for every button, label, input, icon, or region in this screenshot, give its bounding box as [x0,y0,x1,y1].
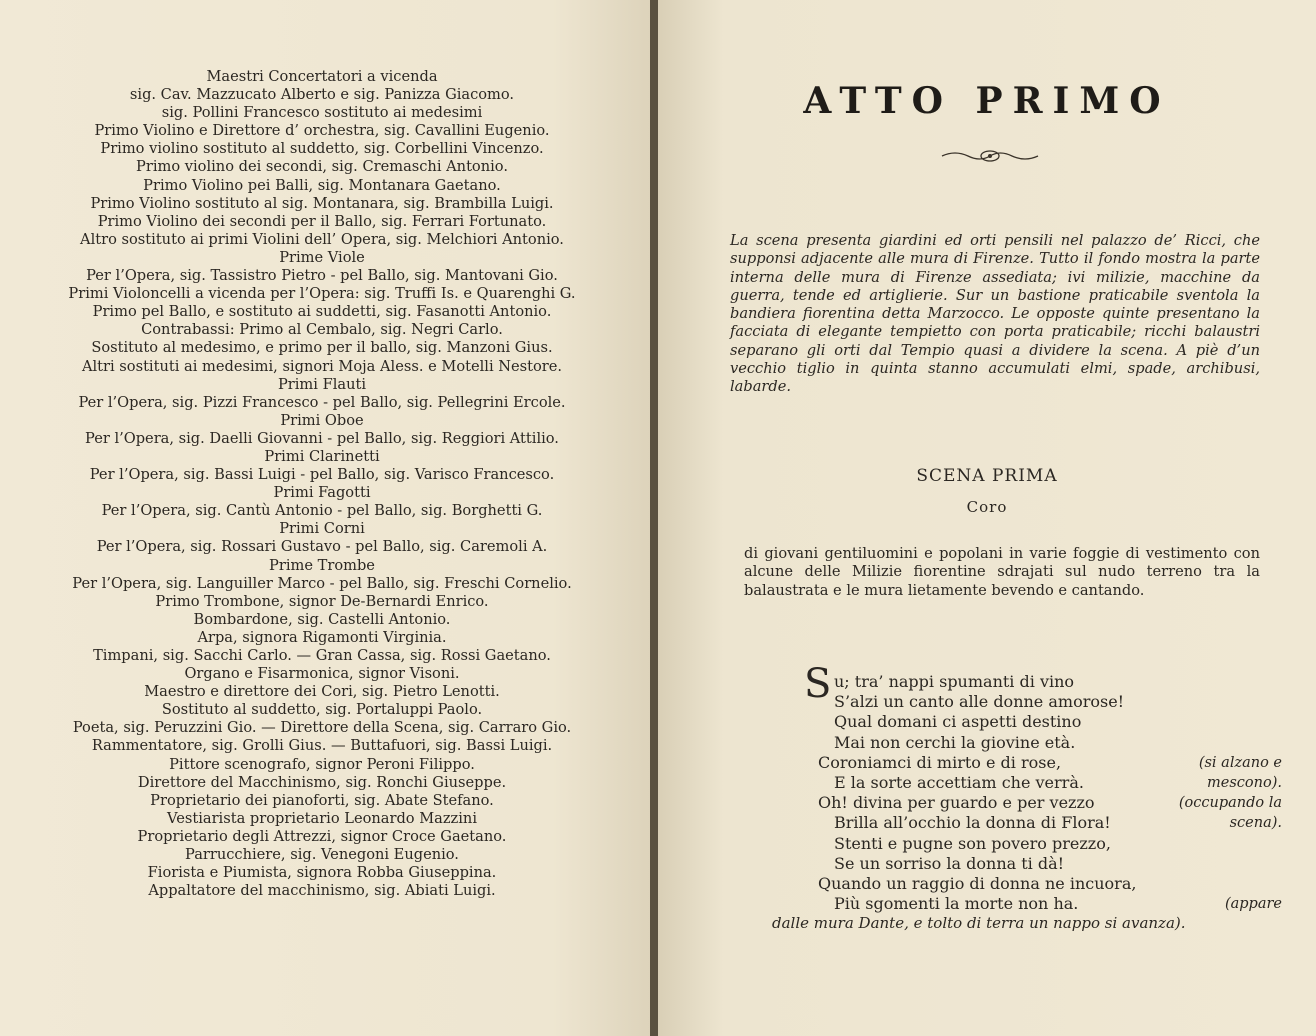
verse-text: Se un sorriso la donna ti dà! [834,853,1065,873]
right-page [658,0,1316,1036]
credit-line: Parrucchiere, sig. Venegoni Eugenio. [185,846,459,864]
credit-line: Altro sostituto ai primi Violini dell’ Opera, sig. Melchiori Antonio. [80,230,564,248]
credit-line: Proprietario degli Attrezzi, signor Croce Gaetano. [137,827,507,845]
verse-text: Coroniamci di mirto e di rose, [818,752,1062,772]
scene-title: SCENA PRIMA [916,466,1058,486]
verse-line [812,793,1282,813]
credit-line: Per l’Opera, sig. Rossari Gustavo - pel Ballo, sig. Caremoli A. [96,538,548,556]
credit-line: Proprietario dei pianoforti, sig. Abate Stefano. [150,791,494,809]
credit-line: Per l’Opera, sig. Tassistro Pietro - pel Ballo, sig. Mantovani Gio. [86,267,558,285]
credit-line: Fiorista e Piumista, signora Robba Giuseppina. [147,864,497,882]
verse-text: Quando un raggio di donna ne incuora, [818,873,1137,893]
verse-text: Più sgomenti la morte non ha. [834,894,1079,914]
verse-text: Brilla all’occhio la donna di Flora! [834,813,1111,833]
credit-line: Primi Corni [279,520,365,538]
credit-line: Primo Violino sostituto al sig. Montanara, sig. Brambilla Luigi. [90,194,554,212]
credit-line: Direttore del Macchinismo, sig. Ronchi Giuseppe. [137,773,507,791]
verse-line [812,894,1282,914]
credit-line: Primo Violino dei secondi per il Ballo, sig. Ferrari Fortunato. [97,212,547,230]
credit-line: Pittore scenografo, signor Peroni Filippo. [169,755,475,773]
credit-line: Primo Violino pei Balli, sig. Montanara Gaetano. [143,176,501,194]
verse-text: Oh! divina per guardo e per vezzo [818,793,1095,813]
credit-line: Primo pel Ballo, e sostituto ai suddetti, sig. Fasanotti Antonio. [92,303,552,321]
credit-line: Per l’Opera, sig. Pizzi Francesco - pel Ballo, sig. Pellegrini Ercole. [78,393,566,411]
credit-line: Maestri Concertatori a vicenda [206,68,438,85]
verse-line [812,773,1282,793]
chorus-heading: Coro [966,498,1008,516]
verse-text: Mai non cerchi la giovine età. [834,732,1076,752]
credit-line: Rammentatore, sig. Grolli Gius. — Buttafuori, sig. Bassi Luigi. [91,737,553,755]
credit-line: Primo Trombone, signor De-Bernardi Enrico. [155,592,489,610]
credit-line: Appaltatore del macchinismo, sig. Abiati Luigi. [148,882,496,900]
verse-block [812,672,1282,914]
credit-line: Primi Violoncelli a vicenda per l’Opera: sig. Truffi Is. e Quarenghi G. [68,285,576,303]
credit-line: Altri sostituti ai medesimi, signori Moja Aless. e Motelli Nestore. [81,357,563,375]
book-gutter [650,0,658,1036]
stage-note: (si alzano e [1198,754,1282,771]
verse-line [812,874,1282,894]
chorus-description: di giovani gentiluomini e popolani in varie foggie di vestimento con alcune delle Milizie fiorentine sdrajati sul nudo terreno tra la balaustrata e le mura lietamente bevendo e cantando. [744,545,1260,599]
verse-text: S’alzi un canto alle donne amorose! [834,692,1125,712]
verse-line [812,813,1282,833]
verse-line [812,692,1282,712]
credit-line: Primo Violino e Direttore d’ orchestra, sig. Cavallini Eugenio. [94,122,550,140]
credit-line: Poeta, sig. Peruzzini Gio. — Direttore della Scena, sig. Carraro Gio. [72,719,572,737]
credit-line: Vestiarista proprietario Leonardo Mazzini [167,809,477,827]
verse-text: Qual domani ci aspetti destino [834,712,1082,732]
drop-cap: S [804,661,832,707]
credit-line: Contrabassi: Primo al Cembalo, sig. Negri Carlo. [141,321,503,339]
credit-line: Maestro e direttore dei Cori, sig. Pietro Lenotti. [144,683,500,701]
verse-line [812,753,1282,773]
act-title: ATTO PRIMO [803,80,1171,122]
credit-line: Organo e Fisarmonica, signor Visoni. [184,665,460,683]
credit-line: Primi Flauti [277,375,367,393]
credit-line: Per l’Opera, sig. Daelli Giovanni - pel Ballo, sig. Reggiori Attilio. [85,429,559,447]
ornament-divider-icon [940,146,1040,166]
credit-line: Bombardone, sig. Castelli Antonio. [193,610,451,628]
credit-line: Primi Clarinetti [264,447,380,465]
credit-line: Primo violino dei secondi, sig. Cremaschi Antonio. [136,158,508,176]
credit-line: Arpa, signora Rigamonti Virginia. [197,628,447,646]
verse-text: E la sorte accettiam che verrà. [834,772,1084,792]
verse-line [812,834,1282,854]
verse-line [812,712,1282,732]
credit-line: sig. Pollini Francesco sostituto ai medesimi [161,104,483,122]
stage-direction: dalle mura Dante, e tolto di terra un nappo si avanza). [772,914,1186,932]
credit-line: Sostituto al medesimo, e primo per il ballo, sig. Manzoni Gius. [91,339,553,357]
stage-note: mescono). [1207,774,1282,791]
credit-line: Per l’Opera, sig. Cantù Antonio - pel Ballo, sig. Borghetti G. [101,502,543,520]
credit-line: Sostituto al suddetto, sig. Portaluppi Paolo. [161,701,483,719]
stage-note: (appare [1224,896,1282,913]
left-page [0,0,650,1036]
scene-description: La scena presenta giardini ed orti pensili nel palazzo de’ Ricci, che supponsi adjacente alle mura di Firenze. Tutto il fondo mostra la parte interna delle mura di Firenze assediata; ivi milizie, macchine da guerra, tende ed artiglierie. Sur un bastione praticabile sventola la bandiera fiorentina detta Marzocco. Le opposte quinte presentano la facciata di elegante tempietto con porta praticabile; ricchi balaustri separano gli orti dal Tempio quasi a dividere la scena. A piè d’un vecchio tiglio in quinta stanno accumulati elmi, spade, archibusi, labarde. [730,232,1260,396]
stage-note: (occupando la [1178,795,1282,812]
credit-line: Per l’Opera, sig. Bassi Luigi - pel Ballo, sig. Varisco Francesco. [89,466,555,484]
verse-line [812,672,1282,692]
verse-line [812,733,1282,753]
credit-line: Prime Trombe [269,556,375,574]
verse-line [812,854,1282,874]
credits-list [22,68,622,900]
credit-line: sig. Cav. Mazzucato Alberto e sig. Panizza Giacomo. [129,86,515,104]
verse-text: Stenti e pugne son povero prezzo, [834,833,1111,853]
stage-note: scena). [1229,815,1282,832]
credit-line: Primi Oboe [280,411,364,429]
credit-line: Primo violino sostituto al suddetto, sig. Corbellini Vincenzo. [100,140,544,158]
credit-line: Prime Viole [279,248,365,266]
credit-line: Per l’Opera, sig. Languiller Marco - pel Ballo, sig. Freschi Cornelio. [72,574,572,592]
credit-line: Timpani, sig. Sacchi Carlo. — Gran Cassa, sig. Rossi Gaetano. [93,647,551,664]
verse-text: u; tra’ nappi spumanti di vino [834,672,1075,691]
credit-line: Primi Fagotti [273,484,371,502]
